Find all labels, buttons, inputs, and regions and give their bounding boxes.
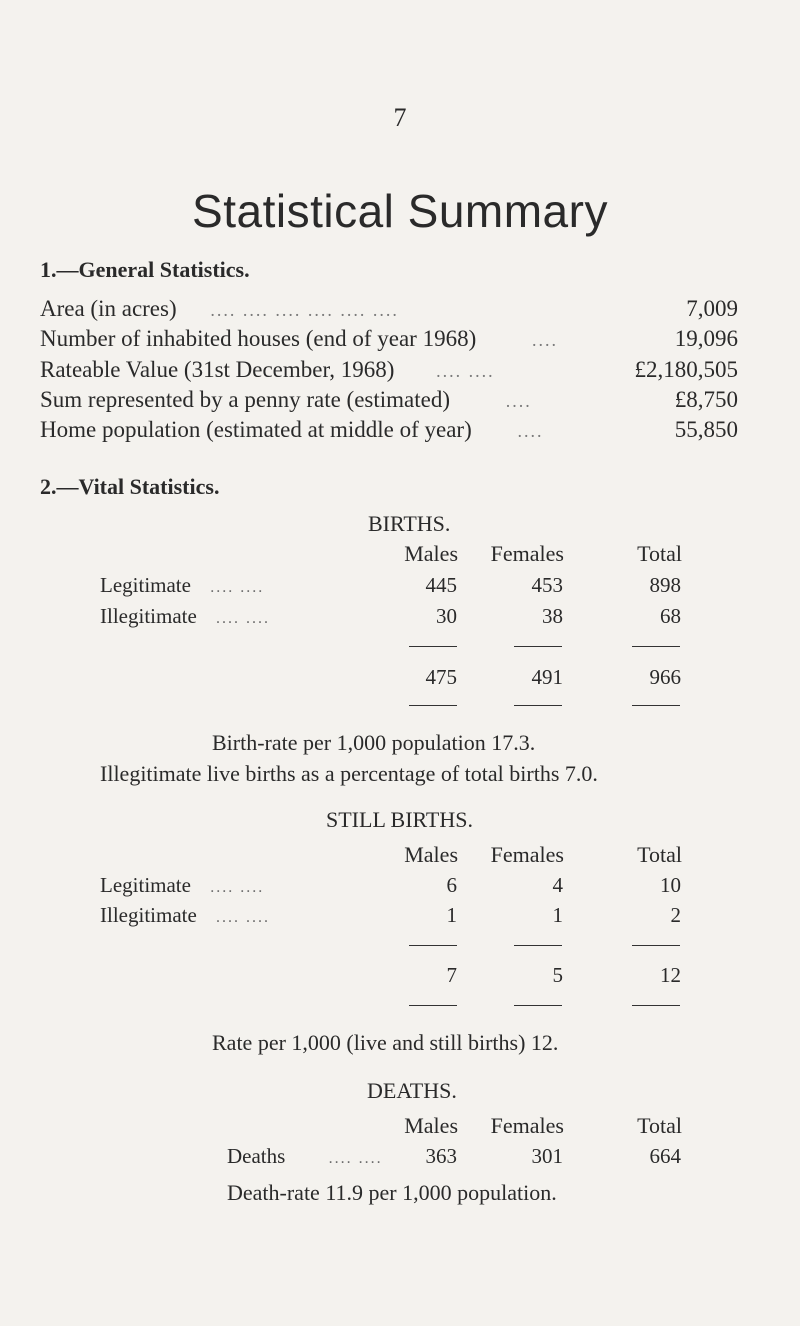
still-total-total: 12 [660,963,681,987]
births-legit-total: 898 [649,573,681,597]
births-row-text: Illegitimate [100,604,197,628]
still-rule-females-bottom [514,1005,562,1006]
deaths-col-females: Females [490,1113,564,1138]
deaths-col-males: Males [404,1113,458,1138]
still-births-col-males: Males [404,842,458,867]
leader-dots: .... [505,391,532,411]
births-legit-females: 453 [531,573,563,597]
births-row-label [100,573,264,598]
leader-dots: .... .... [328,1150,383,1167]
leader-dots: .... .... .... .... .... .... [210,300,399,320]
births-illegit-males: 30 [436,604,457,628]
still-illegit-females: 1 [552,903,563,927]
deaths-heading: DEATHS. [367,1078,457,1103]
births-illegit-females: 38 [542,604,563,628]
general-row-value: £2,180,505 [634,357,738,382]
deaths-total: 664 [649,1144,681,1168]
still-rule-total-bottom [632,1005,680,1006]
births-col-males: Males [404,541,458,566]
still-total-males: 7 [446,963,457,987]
leader-dots: .... .... [436,361,495,381]
deaths-row-text: Deaths [227,1144,286,1168]
births-heading: BIRTHS. [368,511,451,536]
births-col-females: Females [490,541,564,566]
births-illegit-total: 68 [660,604,681,628]
leader-dots: .... [532,330,558,350]
still-illegit-males: 1 [446,903,457,927]
general-row-text: Sum represented by a penny rate (estimated) [40,387,451,412]
births-legit-males: 445 [425,573,457,597]
still-births-row-label [100,873,264,898]
still-illegit-total: 2 [670,903,681,927]
births-total-females: 491 [531,665,563,689]
still-total-females: 5 [552,963,563,987]
still-births-col-females: Females [490,842,564,867]
general-row-text: Area (in acres) [40,296,177,321]
birth-rate-text: Birth-rate per 1,000 population 17.3. [212,730,536,755]
deaths-males: 363 [425,1144,457,1168]
general-row-text: Home population (estimated at middle of year) [40,417,472,442]
general-row-value: 19,096 [674,326,738,351]
births-rule-males-bottom [409,705,457,706]
general-row-label [40,387,532,413]
page-number: 7 [393,103,407,132]
general-row-label [40,357,495,383]
still-legit-females: 4 [552,873,563,897]
general-row-value: £8,750 [674,387,738,412]
births-total-males: 475 [425,665,457,689]
births-rule-females-top [514,646,562,647]
general-row-label [40,326,558,352]
births-col-total: Total [637,541,682,566]
page-title: Statistical Summary [192,185,608,237]
leader-dots: .... [517,421,544,441]
still-legit-total: 10 [660,873,681,897]
general-row-label [40,296,399,322]
births-row-label [100,604,270,629]
still-births-row-label [100,903,270,928]
still-births-heading: STILL BIRTHS. [326,807,473,832]
general-row-value: 7,009 [686,296,738,321]
leader-dots: .... .... [210,579,265,596]
births-row-text: Legitimate [100,573,191,597]
general-row-text: Number of inhabited houses (end of year 1968) [40,326,477,351]
general-row-value: 55,850 [674,417,738,442]
still-legit-males: 6 [446,873,457,897]
leader-dots: .... .... [210,879,265,896]
vital-statistics-heading: 2.—Vital Statistics. [40,474,220,499]
still-rule-total-top [632,945,680,946]
deaths-females: 301 [531,1144,563,1168]
births-rule-total-bottom [632,705,680,706]
still-births-row-text: Illegitimate [100,903,197,927]
death-rate-text: Death-rate 11.9 per 1,000 population. [227,1180,557,1205]
deaths-row-label [227,1144,383,1169]
general-row-label [40,417,544,443]
general-statistics-heading: 1.—General Statistics. [40,257,250,282]
general-row-text: Rateable Value (31st December, 1968) [40,357,395,382]
births-rule-males-top [409,646,457,647]
deaths-col-total: Total [637,1113,682,1138]
still-births-row-text: Legitimate [100,873,191,897]
leader-dots: .... .... [216,610,271,627]
still-rule-males-top [409,945,457,946]
births-rule-females-bottom [514,705,562,706]
leader-dots: .... .... [216,909,271,926]
still-birth-rate-text: Rate per 1,000 (live and still births) 12. [212,1030,559,1055]
births-rule-total-top [632,646,680,647]
illegitimate-percentage-text: Illegitimate live births as a percentage of total births 7.0. [100,761,598,786]
still-rule-males-bottom [409,1005,457,1006]
still-rule-females-top [514,945,562,946]
still-births-col-total: Total [637,842,682,867]
births-total-total: 966 [649,665,681,689]
